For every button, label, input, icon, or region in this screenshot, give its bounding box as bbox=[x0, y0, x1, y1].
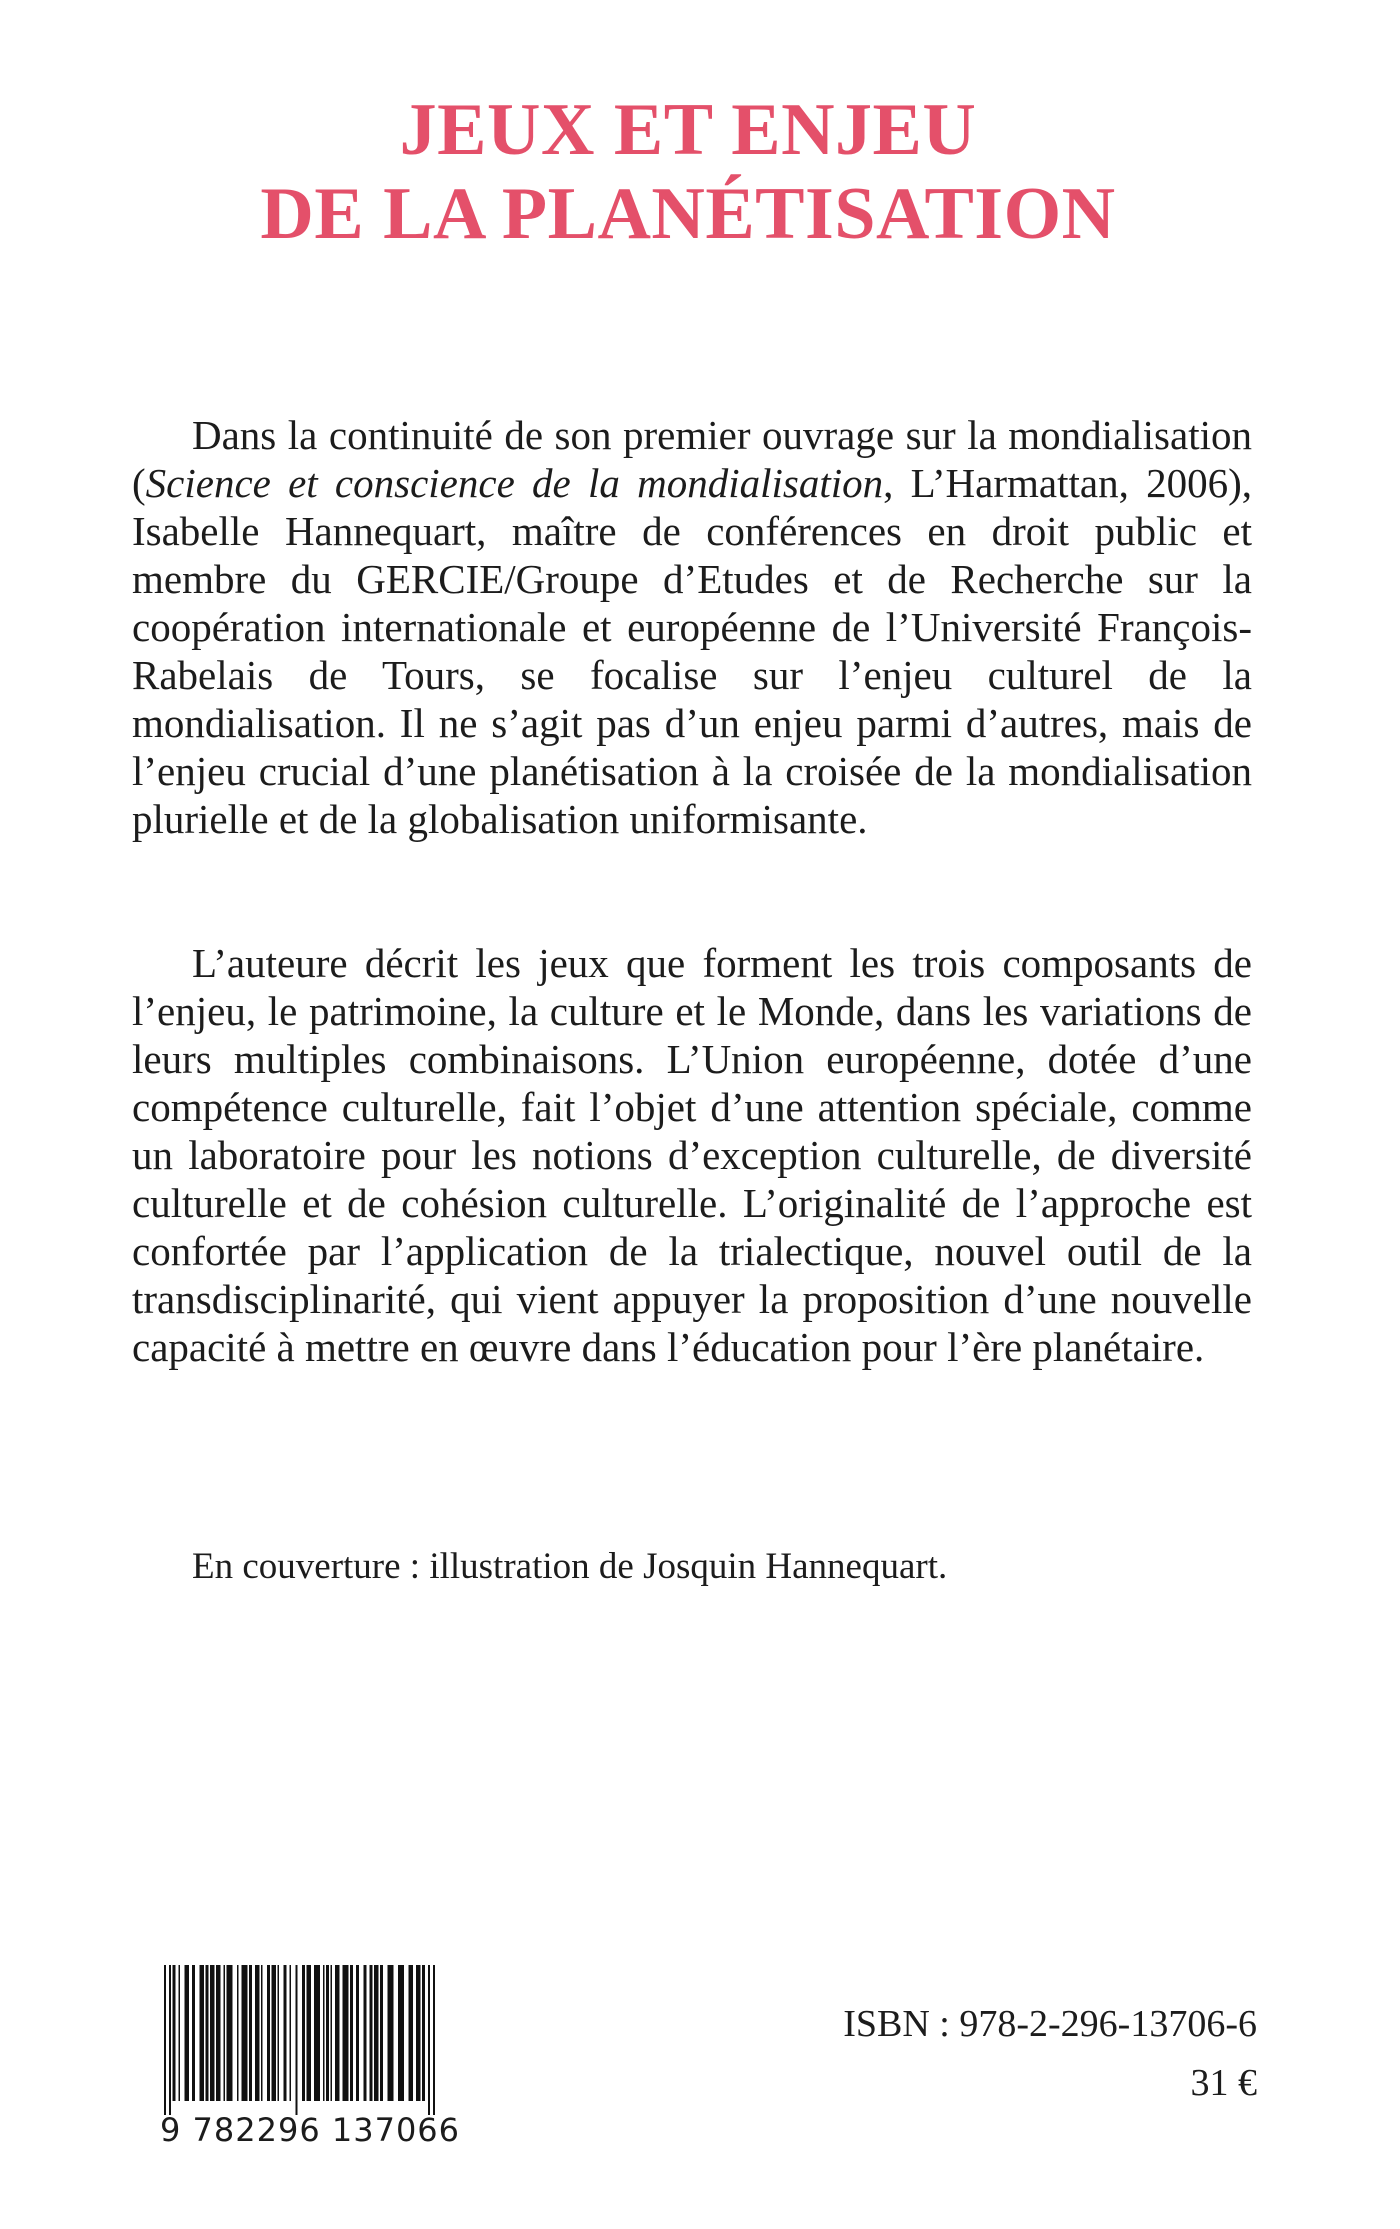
barcode-bar bbox=[200, 1965, 205, 2101]
barcode-bar bbox=[210, 1965, 215, 2101]
barcode-bar bbox=[323, 1965, 325, 2101]
barcode-bar bbox=[343, 1965, 349, 2101]
barcode-bar bbox=[185, 1965, 190, 2101]
barcode-bar bbox=[272, 1965, 277, 2101]
cover-credit: En couverture : illustration de Josquin Hannequart. bbox=[192, 1546, 948, 1587]
barcode-bar bbox=[290, 1965, 292, 2101]
barcode-bar bbox=[416, 1965, 421, 2101]
barcode-bar bbox=[261, 1965, 263, 2101]
barcode-bar bbox=[370, 1965, 373, 2101]
barcode-bar bbox=[380, 1965, 383, 2101]
barcode-bar bbox=[433, 1965, 435, 2115]
price: 31 € bbox=[1190, 2062, 1257, 2104]
barcode-bar bbox=[296, 1965, 298, 2115]
barcode-bar bbox=[284, 1965, 287, 2101]
barcode-bar bbox=[356, 1965, 359, 2101]
barcode-bar bbox=[331, 1965, 333, 2101]
para2-text: L’auteure décrit les jeux que forment les trois composants de l’enjeu, le patrimoine, la culture et le Monde, dans les variations de leurs multiples combinaisons. L’Union européenne, dotée d’une compétence culturelle, fait l’objet d’une attention spéciale, comme un laboratoire pour les notions d’exception culturelle, de diversité culturelle et de cohésion culturelle. L’originalité de l’approche est confortée par l’application de la trialectique, nouvel outil de la transdisciplinarité, qui vient appuyer la proposition d’une nouvelle capacité à mettre en œuvre dans l’éducation pour l’ère planétaire. bbox=[132, 940, 1252, 1370]
barcode-bar bbox=[206, 1965, 209, 2101]
barcode-bar bbox=[398, 1965, 404, 2101]
barcode-bars bbox=[160, 1965, 440, 2115]
barcode-bar bbox=[388, 1965, 394, 2101]
barcode-bar bbox=[242, 1965, 248, 2101]
barcode-bar bbox=[326, 1965, 329, 2101]
barcode-bar bbox=[192, 1965, 195, 2101]
barcode-bar bbox=[179, 1965, 181, 2101]
barcode-bar bbox=[307, 1965, 312, 2101]
barcode-bar bbox=[422, 1965, 425, 2101]
barcode bbox=[160, 1965, 461, 2155]
barcode-bar bbox=[374, 1965, 379, 2101]
barcode-bar bbox=[267, 1965, 270, 2101]
barcode-bar bbox=[278, 1965, 280, 2101]
cited-book-title: Science et conscience de la mondialisation bbox=[145, 460, 884, 506]
para1-text-end: , L’Harmattan, 2006), Isabelle Hannequart, maître de conférences en droit public et membre du GERCIE/Groupe d’Etudes et de Recherche sur la coopération internationale et européenne de l’Université François-Rabelais de Tours, se focalise sur l’enjeu culturel de la mondialisation. Il ne s’agit pas d’un enjeu parmi d’autres, mais de l’enjeu crucial d’une planétisation à la croisée de la mondialisation plurielle et de la globalisation uniformisante. bbox=[132, 460, 1252, 842]
barcode-bar bbox=[224, 1965, 226, 2101]
barcode-bar bbox=[173, 1965, 176, 2101]
barcode-digits: 9 782296 137066 bbox=[160, 2111, 461, 2149]
isbn: ISBN : 978-2-296-13706-6 bbox=[843, 2003, 1257, 2045]
barcode-bar bbox=[302, 1965, 305, 2101]
barcode-bar bbox=[314, 1965, 320, 2101]
barcode-bar bbox=[255, 1965, 260, 2101]
barcode-bar bbox=[169, 1965, 171, 2115]
barcode-bar bbox=[237, 1965, 239, 2101]
book-title bbox=[0, 88, 1376, 256]
summary-paragraph-2 bbox=[132, 939, 1252, 1371]
barcode-bar bbox=[350, 1965, 353, 2101]
para1-text-start: Dans la continuité de son premier ouvrage sur la mondialisation ( bbox=[132, 412, 1252, 506]
summary-paragraph-1 bbox=[132, 411, 1252, 843]
title-line-1: JEUX ET ENJEU bbox=[399, 89, 977, 171]
barcode-bar bbox=[164, 1965, 166, 2115]
barcode-bar bbox=[428, 1965, 430, 2115]
barcode-bar bbox=[409, 1965, 414, 2101]
barcode-bar bbox=[335, 1965, 340, 2101]
title-line-2: DE LA PLANÉTISATION bbox=[260, 173, 1116, 255]
barcode-bar bbox=[364, 1965, 367, 2101]
barcode-bar bbox=[249, 1965, 252, 2101]
barcode-bar bbox=[216, 1965, 221, 2101]
barcode-bar bbox=[227, 1965, 233, 2101]
